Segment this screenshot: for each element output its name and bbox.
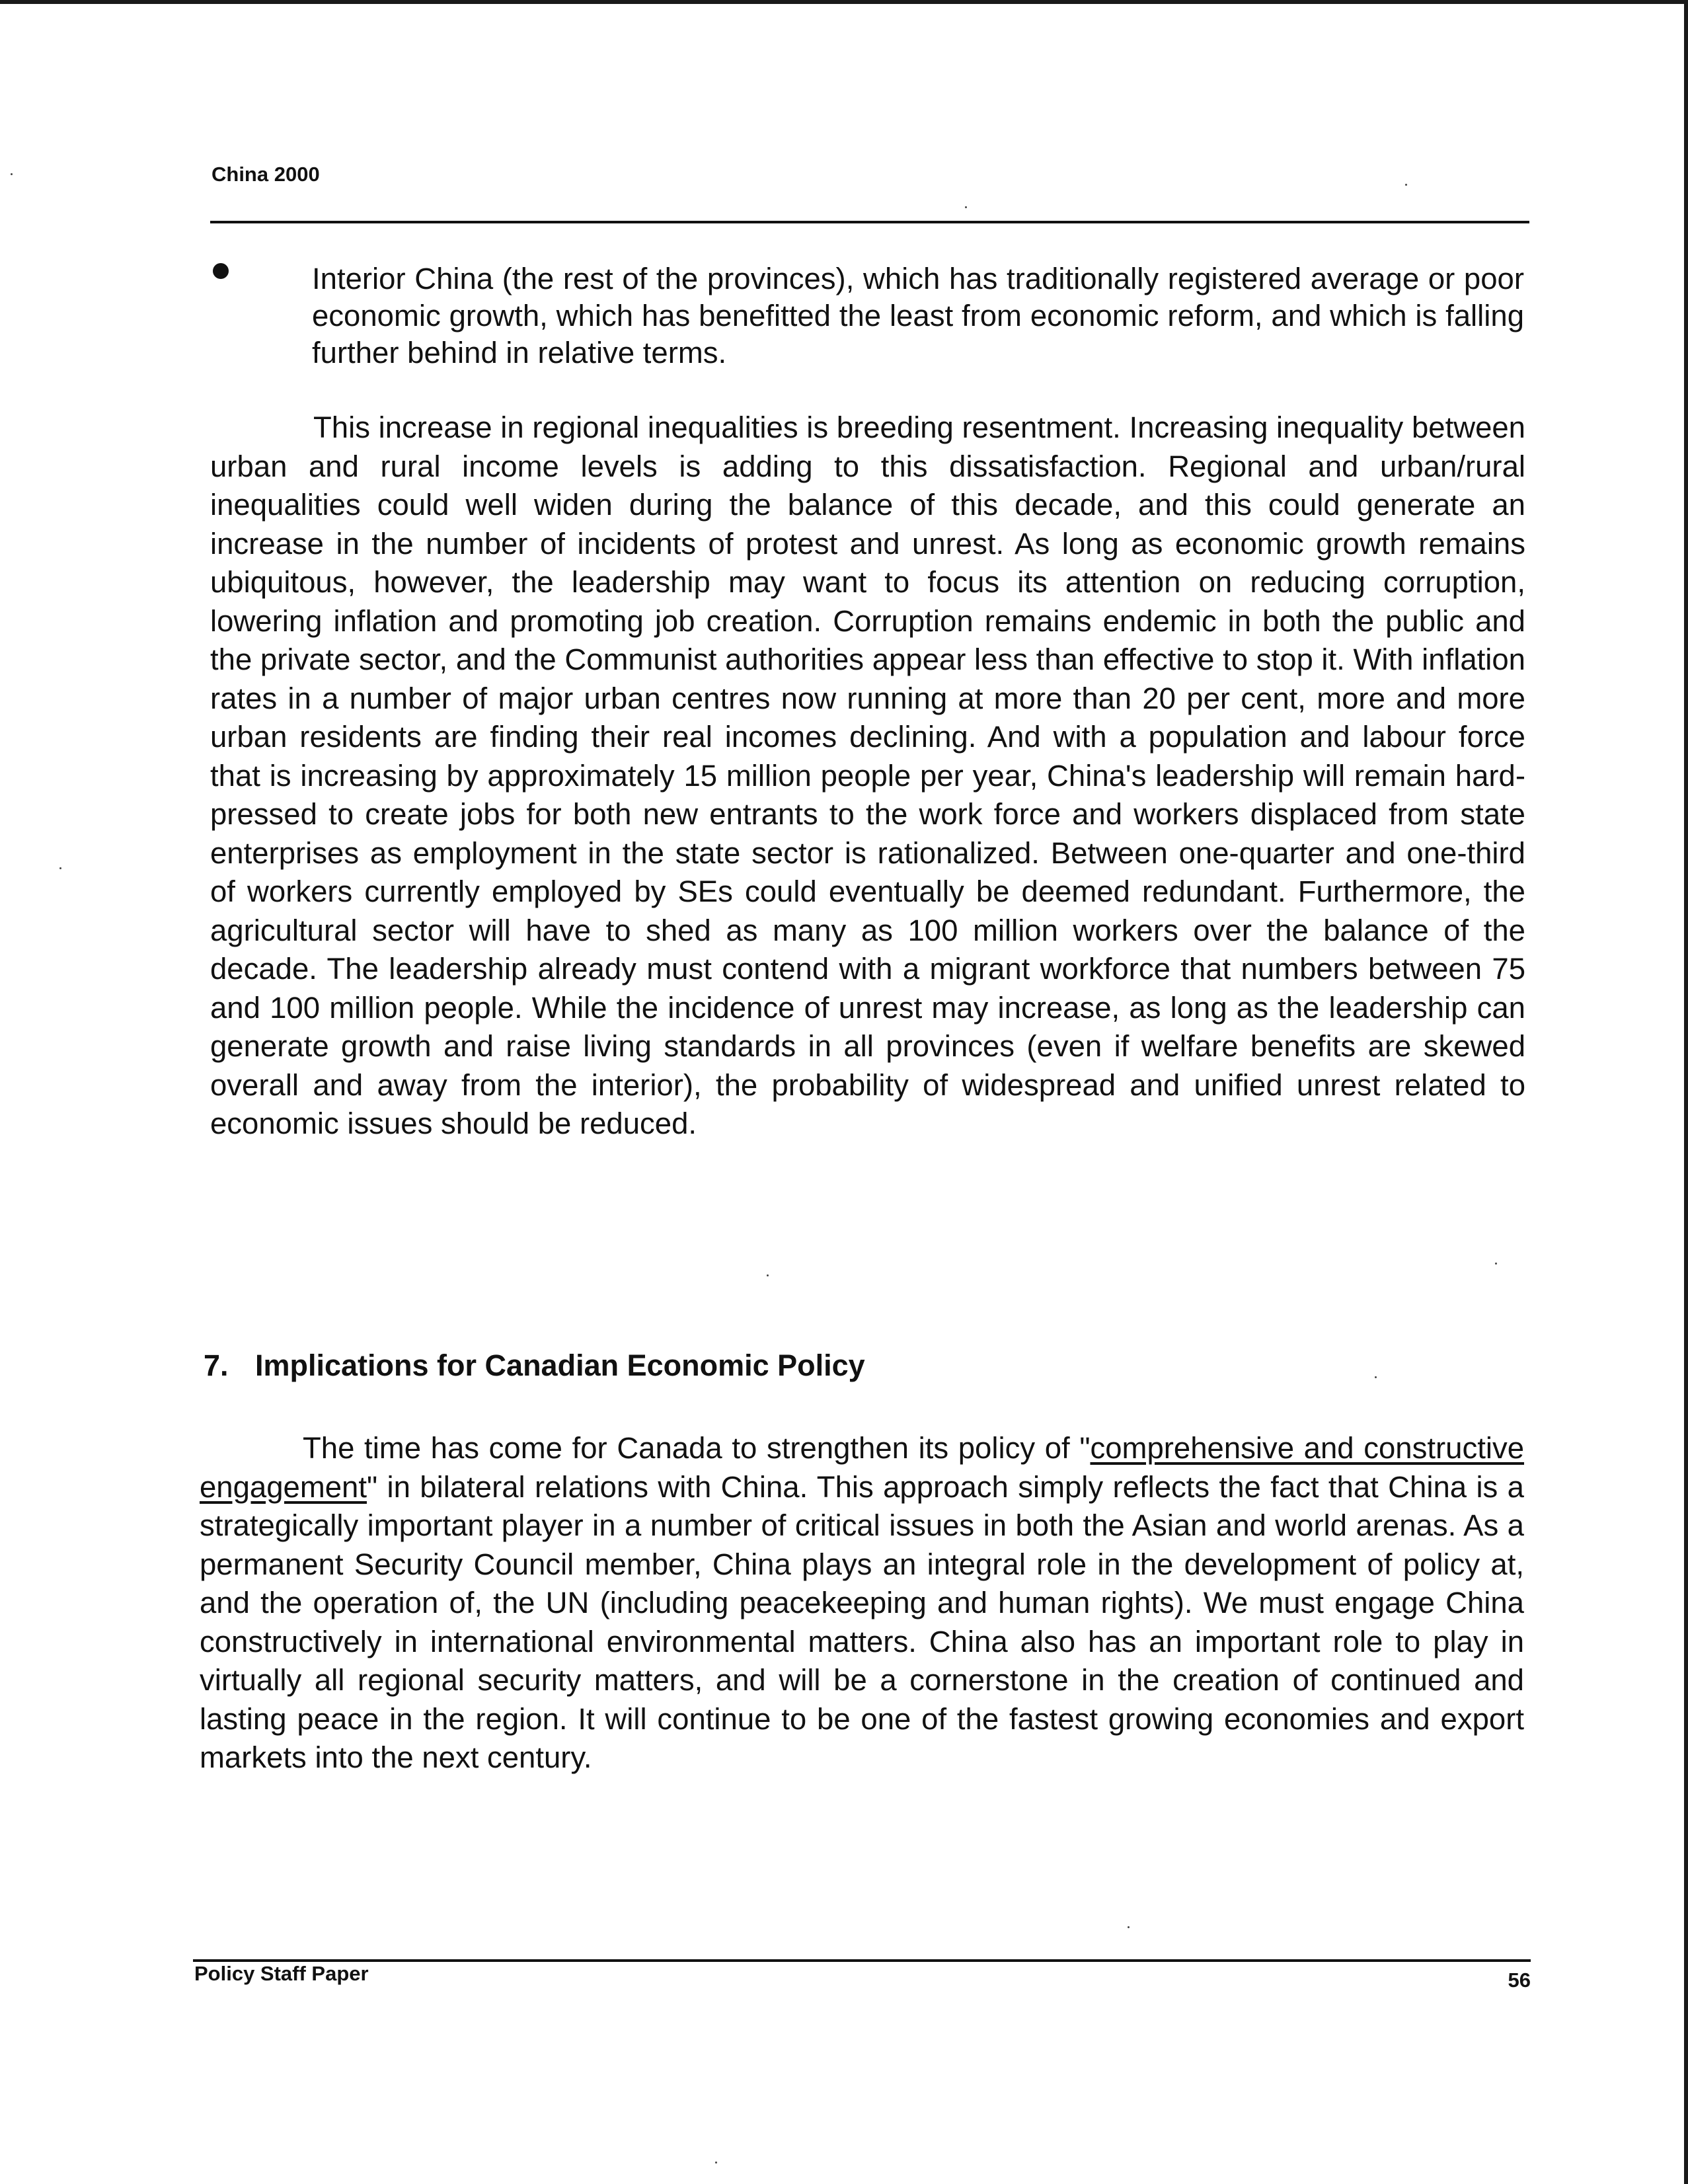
footer-rule [193,1959,1531,1962]
scan-border-top [0,0,1688,4]
scan-speck [965,206,967,208]
body-paragraph-regional-inequality: This increase in regional inequalities is breeding resentment. Increasing inequality between urban and rural income levels is adding to this dissatisfaction. Regional and urban/rural inequalities could well widen during the balance of this decade, and this could generate an increase in the number of incidents of protest and unrest. As long as economic growth remains ubiquitous, however, the leadership may want to focus its attention on reducing corruption, lowering inflation and promoting job creation. Corruption remains endemic in both the public and the private sector, and the Communist authorities appear less than effective to stop it. With inflation rates in a number of major urban centres now running at more than 20 per cent, more and more urban residents are finding their real incomes declining. And with a population and labour force that is increasing by approximately 15 million people per year, China's leadership will remain hard-pressed to create jobs for both new entrants to the work force and workers displaced from state enterprises as employment in the state sector is rationalized. Between one-quarter and one-third of workers currently employed by SEs could eventually be deemed redundant. Furthermore, the agricultural sector will have to shed as many as 100 million workers over the balance of the decade. The leadership already must contend with a migrant workforce that numbers between 75 and 100 million people. While the incidence of unrest may increase, as long as the leadership can generate growth and raise living standards in all provinces (even if welfare benefits are skewed overall and away from the interior), the probability of widespread and unified unrest related to economic issues should be reduced. [210,410,1525,1140]
paragraph-lead-text: The time has come for Canada to strengthen its policy of " [303,1431,1091,1465]
header-rule [210,221,1529,223]
bullet-item-text: Interior China (the rest of the provinces), which has traditionally registered average or poor economic growth, which has benefitted the least from economic reform, and which is falling further behind in relative terms. [312,262,1524,370]
section-heading [204,1348,865,1383]
section-number: 7. [204,1348,229,1382]
scan-speck [59,867,61,869]
underlined-policy-phrase: comprehensive and constructive engagement [200,1431,1525,1504]
scan-speck [1495,1263,1497,1265]
page-number: 56 [1508,1969,1531,1992]
scan-speck [1405,184,1407,186]
scan-speck [715,2162,717,2164]
scan-speck [1375,1376,1377,1378]
scan-border-right [1684,0,1688,2184]
body-paragraph-canadian-policy [200,1429,1524,1777]
bullet-point-icon [213,263,229,279]
footer-publication-name: Policy Staff Paper [194,1962,369,1985]
paragraph-rest-text: " in bilateral relations with China. This approach simply reflects the fact that China is a strategically important player in a number of critical issues in both the Asian and world arenas. As a permanent Security Council member, China plays an integral role in the development of policy at, and the operation of, the UN (including peacekeeping and human rights). We must engage China constructively in international environmental matters. China also has an important role to play in virtually all regional security matters, and will be a cornerstone in the creation of continued and lasting peace in the region. It will continue to be one of the fastest growing economies and export markets into the next century. [200,1469,1524,1774]
scan-speck [11,173,13,175]
scan-speck [767,1274,769,1276]
running-header-title: China 2000 [211,163,320,186]
section-title: Implications for Canadian Economic Policy [255,1348,865,1382]
scan-speck [1128,1926,1130,1928]
